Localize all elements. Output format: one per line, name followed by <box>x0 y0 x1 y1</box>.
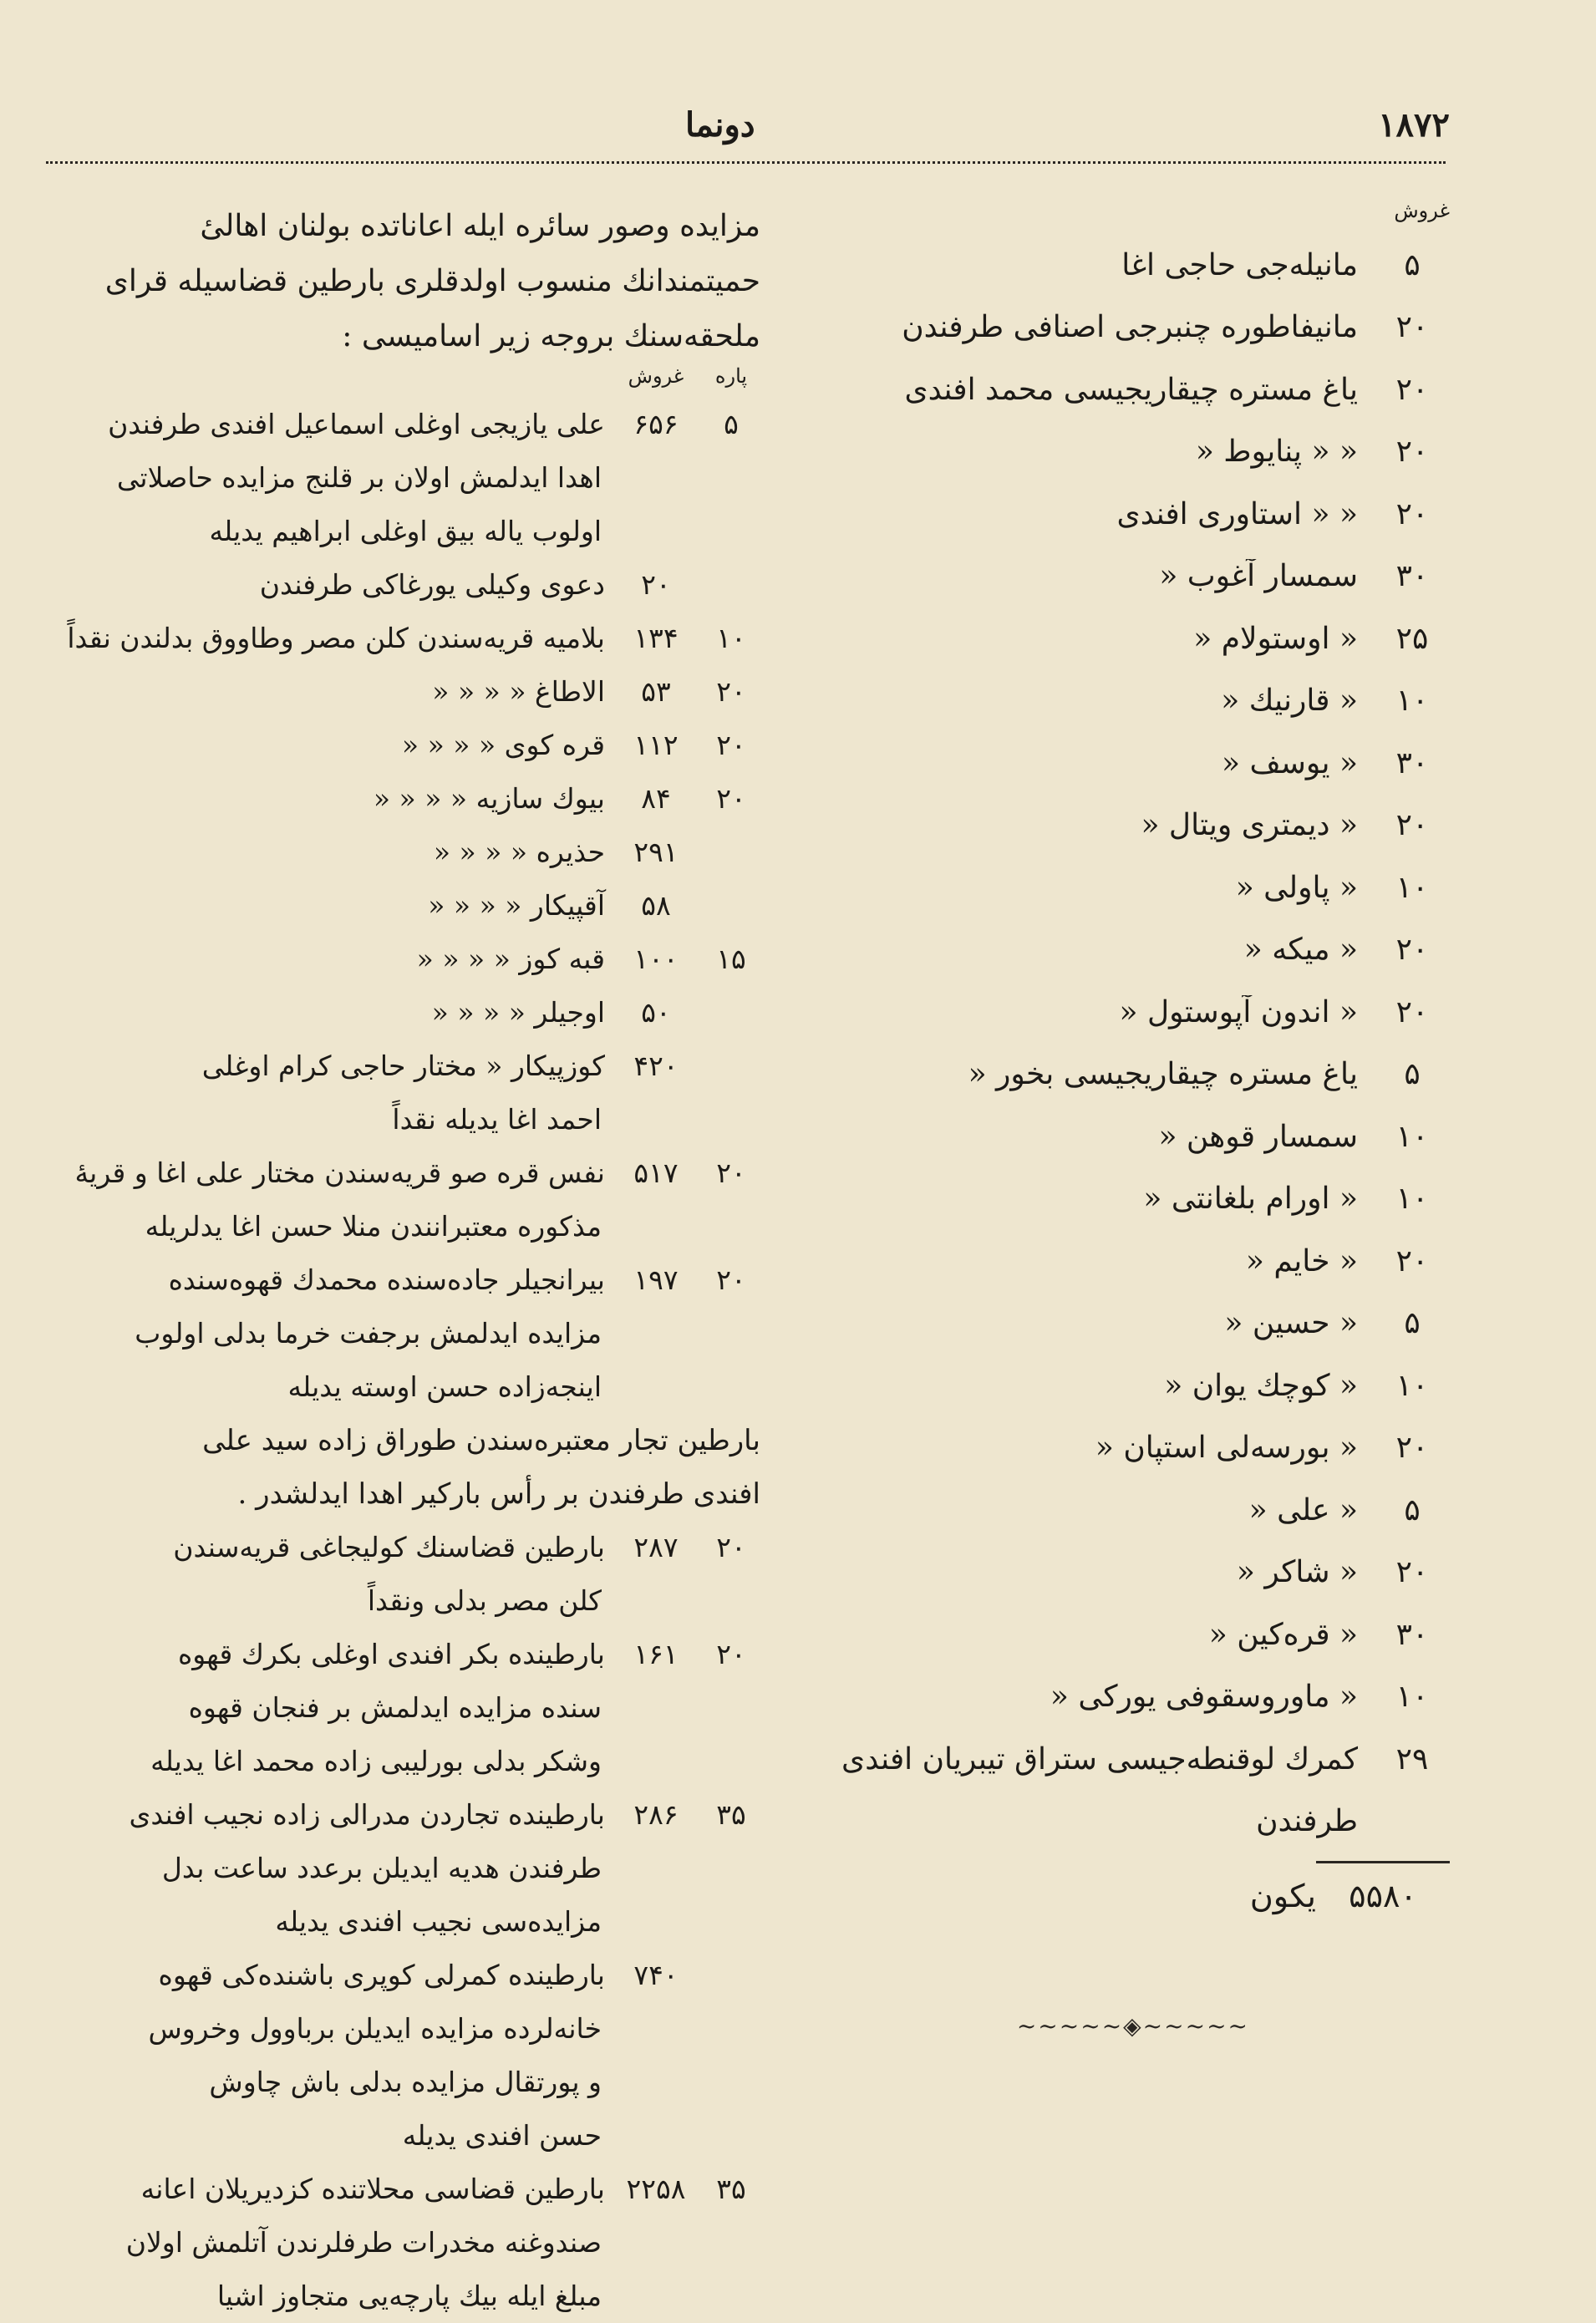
list-item <box>798 1355 1450 1417</box>
gurush-value: ۵۱۷ <box>633 1156 679 1189</box>
table-row <box>50 398 760 451</box>
right-column <box>798 199 1450 1929</box>
list-item <box>798 981 1450 1044</box>
donor-name: « اورام بلغانتی « <box>1143 1182 1358 1217</box>
para-value: ۲۰ <box>716 675 746 708</box>
donor-name: « شاکر « <box>1236 1555 1358 1590</box>
entry-text: بارطینده تجاردن مدرالی زاده نجیب افندی <box>129 1798 605 1831</box>
donor-name: « ماوروسقوفی یورکی « <box>1050 1680 1358 1715</box>
donor-name: « قره‌کین « <box>1208 1617 1358 1652</box>
entry-text: الاطاغ « « « « <box>432 675 605 708</box>
list-item <box>798 483 1450 546</box>
entry-text: بارطینده کمرلی کوپری باشنده‌کی قهوه‌ <box>158 1959 605 1991</box>
amount: ۱۰ <box>1395 1680 1429 1715</box>
para-value <box>702 986 760 1040</box>
amount: ۲۰ <box>1395 435 1429 470</box>
column-headers <box>50 364 760 398</box>
table-row <box>50 772 760 826</box>
para-value: ۳۵ <box>716 1798 746 1831</box>
amount: ۳۰ <box>1395 1617 1429 1652</box>
donor-name: سمسار قوهن « <box>1158 1119 1358 1154</box>
amount: ۳۰ <box>1395 559 1429 594</box>
list-item <box>798 1106 1450 1168</box>
gurush-value: ۷۴۰ <box>633 1959 679 1991</box>
entry-continuation: مذکوره معتبرانندن منلا حسن اغا یدلریله <box>145 1210 602 1243</box>
donor-name: « علی « <box>1248 1492 1358 1527</box>
list-continuation: طرفندن <box>1256 1803 1358 1838</box>
entry-text: بارطین قضاسی محلاتنده کزدیریلان اعانه <box>140 2173 605 2205</box>
entry-continuation: مزایده ایدلمش برجفت خرما بدلی اولوب <box>135 1317 602 1350</box>
table-row <box>50 1788 760 1842</box>
amount: ۲۰ <box>1395 1431 1429 1466</box>
total-label: یکون <box>1249 1878 1316 1914</box>
list-item <box>798 1479 1450 1542</box>
entry-continuation: احمد اغا یدیله نقداً <box>392 1103 602 1136</box>
amount: ۱۰ <box>1395 870 1429 905</box>
donor-name: « دیمتری ویتال « <box>1141 808 1358 843</box>
list-item <box>798 670 1450 733</box>
amount: ۳۰ <box>1395 745 1429 780</box>
list-item <box>798 1044 1450 1106</box>
donor-name: « اوستولام « <box>1193 621 1358 656</box>
entry-text: بلامیه قریه‌سندن کلن مصر وطاووق بدلندن نقداً <box>67 622 605 654</box>
page-number: ۱۸۷۲ <box>1378 105 1450 145</box>
para-value <box>702 558 760 612</box>
para-value: ۲۰ <box>716 729 746 761</box>
para-value: ۲۰ <box>716 1531 746 1563</box>
donor-name: « کوچك یوان « <box>1164 1368 1358 1403</box>
intro-line: مزایده وصور سائره ایله اعاناتده بولنان اهالیٔ <box>200 209 760 243</box>
amount: ۲۰ <box>1395 1555 1429 1590</box>
donor-name: سمسار آغوب « <box>1159 559 1358 594</box>
right-list <box>798 234 1450 1791</box>
amount: ۵ <box>1404 247 1421 282</box>
entry-continuation: مزایده‌سی نجیب افندی یدیله <box>275 1905 602 1938</box>
amount: ۵ <box>1404 1057 1421 1092</box>
donation-list-2 <box>50 1521 760 2323</box>
para-value: ۲۰ <box>716 1638 746 1670</box>
note-line: بارطین تجار معتبره‌سندن طوراق زاده سید علی <box>202 1424 760 1457</box>
donor-name: « میکه « <box>1243 933 1358 968</box>
gurush-value: ۱۶۱ <box>633 1638 679 1670</box>
table-row <box>50 1253 760 1307</box>
entry-continuation: وشکر بدلی بورلیبی زاده محمد اغا یدیله <box>150 1745 602 1777</box>
amount: ۵ <box>1404 1306 1421 1341</box>
amount: ۲۰ <box>1395 994 1429 1029</box>
ornament-divider: ~~~~~◈~~~~~ <box>1016 2012 1249 2040</box>
table-row <box>50 826 760 879</box>
donor-name: « « پنایوط « <box>1195 435 1358 470</box>
total-row <box>798 1863 1450 1929</box>
entry-text: آقپیکار « « « « <box>428 889 605 922</box>
entry-text: نفس قره صو قریه‌سندن مختار علی اغا و قریهٔ <box>74 1156 605 1189</box>
donor-name: « یوسف « <box>1222 745 1358 780</box>
gurush-value: ۵۳ <box>641 675 671 708</box>
entry-continuation: اولوب یاله بیق اوغلی ابراهیم یدیله <box>209 515 602 547</box>
para-value: ۲۰ <box>716 1263 746 1296</box>
amount: ۲۰ <box>1395 1243 1429 1278</box>
entry-text: بیرانجیلر جاده‌سنده محمدك قهوه‌سنده <box>168 1263 605 1296</box>
entry-continuation: کلن مصر بدلی ونقداً <box>367 1584 602 1617</box>
left-column <box>50 199 760 2323</box>
list-item <box>798 732 1450 795</box>
donor-name: « حسین « <box>1224 1306 1358 1341</box>
table-row <box>50 933 760 986</box>
amount: ۲۰ <box>1395 496 1429 531</box>
table-row <box>50 1146 760 1200</box>
list-item <box>798 1728 1450 1791</box>
total-amount: ۵۵۸۰ <box>1349 1878 1417 1914</box>
gurush-value: ۲۸۷ <box>633 1531 679 1563</box>
table-row <box>50 558 760 612</box>
entry-text: حذیره « « « « <box>433 836 605 868</box>
entry-text: قبه کوز « « « « <box>416 943 605 975</box>
list-item <box>798 1168 1450 1231</box>
table-row <box>50 1949 760 2002</box>
table-row <box>50 665 760 719</box>
gurush-value: ۵۸ <box>641 889 671 922</box>
gurush-value: ۲۰ <box>641 568 671 601</box>
amount: ۵ <box>1404 1492 1421 1527</box>
list-item <box>798 546 1450 608</box>
entry-continuation: و پورتقال مزایده بدلی باش چاوش <box>209 2066 602 2098</box>
entry-continuation: خانه‌لرده مزایده ایدیلن برباوول وخروس <box>148 2012 602 2045</box>
amount: ۲۰ <box>1395 808 1429 843</box>
unit-label: غروش <box>1394 199 1450 222</box>
list-item <box>798 421 1450 484</box>
entry-text: قره کوی « « « « <box>401 729 605 761</box>
gurush-value: ۱۹۷ <box>633 1263 679 1296</box>
table-row <box>50 1040 760 1093</box>
amount: ۱۰ <box>1395 684 1429 719</box>
note-paragraph <box>50 1414 760 1521</box>
list-item <box>798 857 1450 919</box>
list-item <box>798 1604 1450 1666</box>
table-row <box>50 879 760 933</box>
gurush-value: ۶۵۶ <box>633 408 679 440</box>
gurush-value: ۸۴ <box>641 782 671 815</box>
table-row <box>50 719 760 772</box>
entry-text: کوزپیکار « مختار حاجی کرام اوغلی <box>201 1050 605 1082</box>
gurush-value: ۱۳۴ <box>633 622 679 654</box>
amount: ۲۰ <box>1395 372 1429 407</box>
entry-continuation: اهدا ایدلمش اولان بر قلنج مزایده حاصلاتی <box>116 461 602 494</box>
list-item <box>798 297 1450 359</box>
header-rule <box>46 161 1446 164</box>
note-line: افندی طرفندن بر رأس بارکیر اهدا ایدلشدر . <box>237 1477 760 1511</box>
entry-text: علی یازیجی اوغلی اسماعیل افندی طرفندن <box>108 408 605 440</box>
amount: ۱۰ <box>1395 1182 1429 1217</box>
entry-continuation: سنده مزایده ایدلمش بر فنجان قهوه <box>188 1691 602 1724</box>
gurush-value: ۴۲۰ <box>633 1050 679 1082</box>
entry-text: اوجیلر « « « « <box>431 996 605 1029</box>
amount: ۲۰ <box>1395 310 1429 345</box>
list-item <box>798 795 1450 857</box>
entry-text: دعوی وکیلی یورغاکی طرفندن <box>259 568 605 601</box>
amount: ۲۹ <box>1395 1741 1429 1777</box>
list-item <box>798 1417 1450 1480</box>
donor-name: « بورسه‌لی استپان « <box>1095 1431 1358 1466</box>
list-item <box>798 234 1450 297</box>
donor-name: « پاولی « <box>1235 870 1358 905</box>
para-value: ۲۰ <box>716 782 746 815</box>
para-value: ۲۰ <box>716 1156 746 1189</box>
para-value <box>702 826 760 879</box>
donor-name: مانیله‌جی حاجی اغا <box>1121 247 1358 282</box>
list-item <box>798 358 1450 421</box>
intro-line: حمیتمندانك منسوب اولدقلری بارطین قضاسیله قرای <box>104 264 760 298</box>
intro-text <box>50 199 760 364</box>
entry-continuation: حسن افندی یدیله <box>402 2119 602 2152</box>
entry-continuation: طرفندن هدیه ایدیلن برعدد ساعت بدل <box>161 1852 602 1884</box>
gurush-value: ۲۹۱ <box>633 836 679 868</box>
para-header: پاره <box>714 364 748 388</box>
table-row <box>50 986 760 1040</box>
table-row <box>50 2163 760 2216</box>
para-value: ۱۵ <box>716 943 746 975</box>
entry-continuation: اینجه‌زاده حسن اوسته یدیله <box>287 1370 602 1403</box>
donor-name: « خایم « <box>1245 1243 1358 1278</box>
entry-continuation: مبلغ ایله بیك پارچه‌یی متجاوز اشیا <box>216 2280 602 2312</box>
entry-continuation: صندوغنه مخدرات طرفلرندن آتلمش اولان <box>125 2226 602 2259</box>
amount: ۲۵ <box>1395 621 1429 656</box>
table-row <box>50 1628 760 1681</box>
gurush-value: ۵۰ <box>641 996 671 1029</box>
entry-text: بارطینده بکر افندی اوغلی بکرك قهوه‌ <box>177 1638 605 1670</box>
donor-name: یاغ مستره چیقاریجیسی محمد افندی <box>904 372 1358 407</box>
intro-line: ملحقه‌سنك بروجه زیر اسامیسی : <box>342 319 760 353</box>
gurush-header: غروش <box>628 364 684 388</box>
donation-list <box>50 398 760 1414</box>
entry-text: بارطین قضاسنك کولیجاغی قریه‌سندن <box>173 1531 605 1563</box>
para-value <box>702 1040 760 1093</box>
gurush-value: ۱۱۲ <box>633 729 679 761</box>
amount: ۱۰ <box>1395 1368 1429 1403</box>
amount: ۱۰ <box>1395 1119 1429 1154</box>
para-value <box>702 1949 760 2002</box>
gurush-value: ۲۸۶ <box>633 1798 679 1831</box>
amount: ۲۰ <box>1395 933 1429 968</box>
table-row <box>50 612 760 665</box>
para-value: ۱۰ <box>716 622 746 654</box>
running-title: دونما <box>685 105 755 145</box>
donor-name: کمرك لوقنطه‌جیسی ستراق تیبریان افندی <box>841 1741 1358 1777</box>
para-value <box>702 879 760 933</box>
list-item <box>798 1666 1450 1729</box>
donor-name: یاغ مستره چیقاریجیسی بخور « <box>968 1057 1358 1092</box>
entry-text: بیوك سازیه « « « « <box>373 782 605 815</box>
gurush-value: ۱۰۰ <box>633 943 679 975</box>
gurush-value: ۲۲۵۸ <box>626 2173 686 2205</box>
page-header <box>46 105 1450 164</box>
list-item <box>798 607 1450 670</box>
table-row <box>50 1521 760 1574</box>
list-item <box>798 919 1450 982</box>
donor-name: « قارنیك « <box>1221 684 1358 719</box>
list-item <box>798 1293 1450 1355</box>
donor-name: مانیفاطوره چنبرجی اصنافی طرفندن <box>902 310 1358 345</box>
list-item <box>798 1542 1450 1604</box>
para-value: ۳۵ <box>716 2173 746 2205</box>
list-item <box>798 1230 1450 1293</box>
para-value: ۵ <box>724 408 739 440</box>
donor-name: « اندون آپوستول « <box>1119 994 1358 1029</box>
donor-name: « « استاوری افندی <box>1116 496 1358 531</box>
